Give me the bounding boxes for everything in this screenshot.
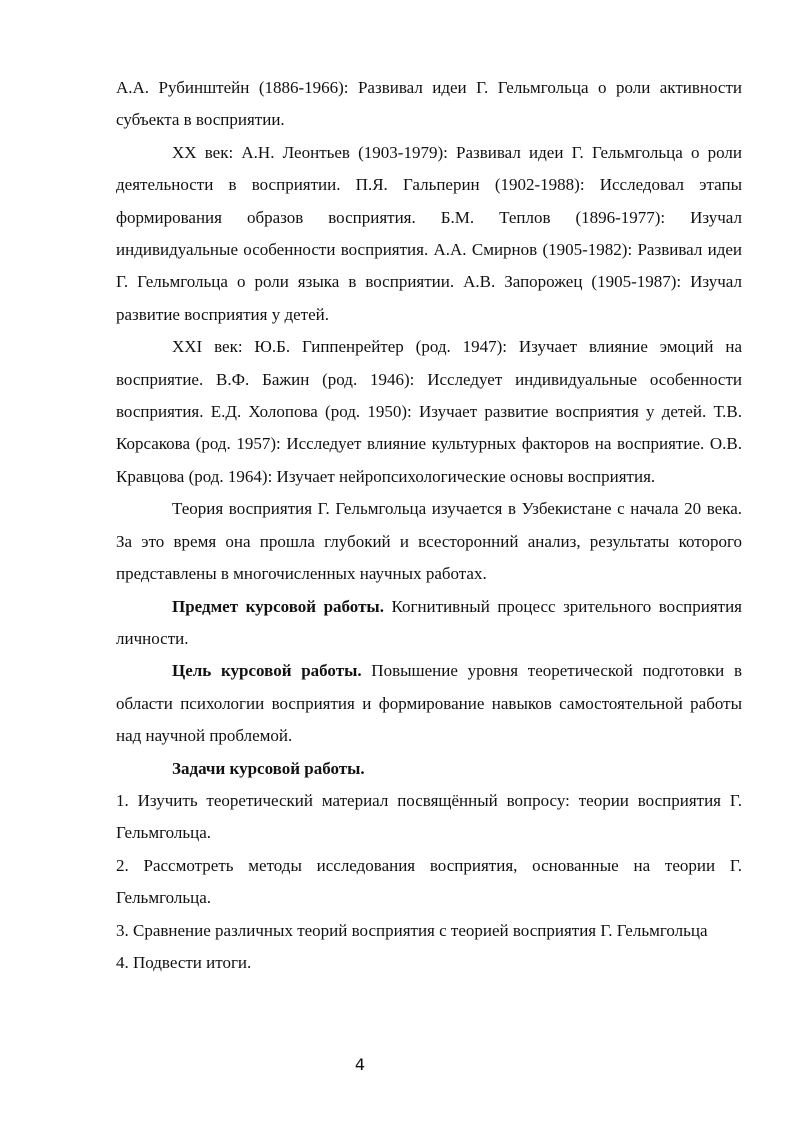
- subject-label: Предмет курсовой работы.: [172, 596, 384, 616]
- paragraph-20th-century: XX век: А.Н. Леонтьев (1903-1979): Развивал идеи Г. Гельмгольца о роли деятельности в восприятии. П.Я. Гальперин (1902-1988): Исследовал этапы формирования образов восприятия. Б.М. Теплов (1896-1977): Изучал индивидуальные особенности восприятия. А.А. Смирнов (1905-1982): Развивал идеи Г. Гельмгольца о роли языка в восприятии. А.В. Запорожец (1905-1987): Изучал развитие восприятия у детей.: [116, 142, 742, 324]
- task-item-1: 1. Изучить теоретический материал посвящённый вопросу: теории восприятия Г. Гельмгольца.: [116, 790, 742, 843]
- goal-label: Цель курсовой работы.: [172, 661, 362, 681]
- goal-text: Повышение уровня теоретической подготовки в области психологии восприятия и формирование навыков самостоятельной работы над научной проблемой.: [116, 661, 742, 746]
- task-item-3: 3. Сравнение различных теорий восприятия с теорией восприятия Г. Гельмгольца: [116, 920, 708, 940]
- subject-text: Когнитивный процесс зрительного восприятия личности.: [116, 596, 742, 648]
- tasks-heading: Задачи курсовой работы.: [172, 758, 365, 778]
- task-item-4: 4. Подвести итоги.: [116, 952, 252, 972]
- page-number: 4: [354, 1055, 366, 1074]
- paragraph-subject: [116, 591, 742, 656]
- paragraph-21st-century: XXI век: Ю.Б. Гиппенрейтер (род. 1947): Изучает влияние эмоций на восприятие. В.Ф. Бажин (род. 1946): Исследует индивидуальные особенности восприятия. Е.Д. Холопова (род. 1950): Изучает развитие восприятия у детей. Т.В. Корсакова (род. 1957): Исследует влияние культурных факторов на восприятие. О.В. Кравцова (род. 1964): Изучает нейропсихологические основы восприятия.: [116, 337, 742, 486]
- paragraph-uzbekistan: Теория восприятия Г. Гельмгольца изучается в Узбекистане с начала 20 века. За это время она прошла глубокий и всесторонний анализ, результаты которого представлены в многочисленных научных работах.: [116, 499, 742, 584]
- paragraph-rubinstein: А.А. Рубинштейн (1886-1966): Развивал идеи Г. Гельмгольца о роли активности субъекта в восприятии.: [116, 78, 742, 130]
- paragraph-goal: [116, 655, 742, 752]
- task-item-2: 2. Рассмотреть методы исследования восприятия, основанные на теории Г. Гельмгольца.: [116, 855, 742, 908]
